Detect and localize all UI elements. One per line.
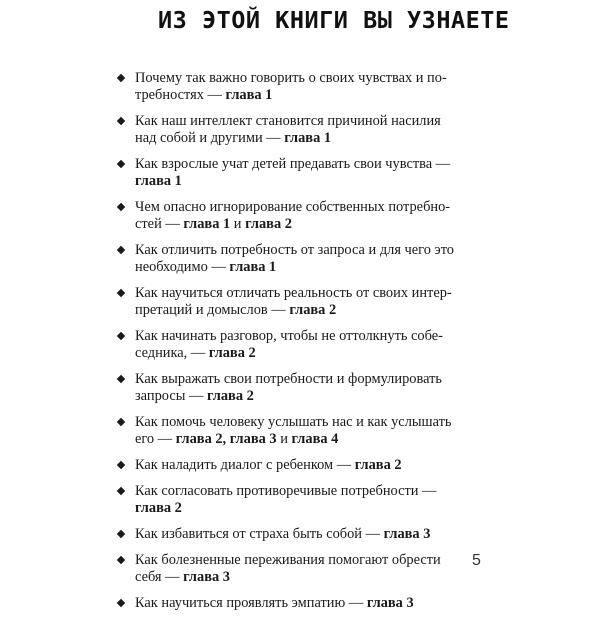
chapter-reference: глава 2: [354, 457, 402, 473]
diamond-bullet-icon: [117, 117, 125, 125]
item-line: [135, 414, 456, 431]
list-item: [116, 285, 456, 319]
diamond-bullet-icon: [117, 160, 125, 168]
item-text: запросы —: [135, 388, 207, 404]
chapter-reference: глава 2: [289, 302, 337, 318]
item-text: претаций и домыслов —: [135, 302, 290, 318]
item-line: [135, 87, 456, 104]
item-text: Как начинать разговор, чтобы не оттолкнуть собе-: [135, 328, 443, 344]
list-item: [116, 156, 456, 190]
diamond-bullet-icon: [117, 418, 125, 426]
item-line: [135, 500, 456, 517]
item-text: себя —: [135, 569, 184, 585]
diamond-bullet-icon: [117, 332, 125, 340]
chapter-reference: глава 2: [206, 388, 254, 404]
diamond-bullet-icon: [117, 203, 125, 211]
item-line: [135, 388, 456, 405]
diamond-bullet-icon: [117, 599, 125, 607]
item-text: необходимо —: [135, 259, 230, 275]
item-line: [135, 242, 456, 259]
page-number: 5: [472, 552, 481, 569]
topic-list: [116, 70, 456, 621]
chapter-reference: глава 3: [366, 595, 414, 611]
diamond-bullet-icon: [117, 289, 125, 297]
item-text: Как научиться проявлять эмпатию —: [135, 595, 367, 611]
item-text: и: [230, 216, 246, 232]
chapter-reference: глава 3: [383, 526, 431, 542]
item-text: Как избавиться от страха быть собой —: [135, 526, 384, 542]
item-line: [135, 70, 456, 87]
item-line: [135, 552, 456, 569]
list-item: [116, 457, 456, 474]
item-text: стей —: [135, 216, 184, 232]
item-text: требностях —: [135, 87, 226, 103]
item-line: [135, 199, 456, 216]
item-text: Как научиться отличать реальность от своих интер-: [135, 285, 452, 301]
chapter-reference: глава 1: [284, 130, 332, 146]
list-item: [116, 526, 456, 543]
item-line: [135, 216, 456, 233]
diamond-bullet-icon: [117, 487, 125, 495]
item-text: и: [276, 431, 292, 447]
chapter-reference: глава 2, глава 3: [175, 431, 277, 447]
item-line: [135, 595, 456, 612]
item-line: [135, 285, 456, 302]
chapter-reference: глава 1: [183, 216, 231, 232]
chapter-reference: глава 3: [183, 569, 230, 585]
chapter-reference: глава 1: [229, 259, 277, 275]
item-line: [135, 156, 456, 173]
chapter-reference: глава 1: [225, 87, 273, 103]
item-text: седника, —: [135, 345, 209, 361]
chapter-reference: глава 2: [245, 216, 292, 232]
page-heading: ИЗ ЭТОЙ КНИГИ ВЫ УЗНАЕТЕ: [158, 6, 510, 34]
list-item: [116, 371, 456, 405]
item-line: [135, 569, 456, 586]
item-line: [135, 328, 456, 345]
item-line: [135, 371, 456, 388]
diamond-bullet-icon: [117, 246, 125, 254]
item-line: [135, 173, 456, 190]
item-line: [135, 345, 456, 362]
item-text: Как помочь человеку услышать нас и как услышать: [135, 414, 452, 430]
item-text: Как выражать свои потребности и формулировать: [135, 371, 442, 387]
item-text: Как взрослые учат детей предавать свои чувства —: [135, 156, 451, 172]
diamond-bullet-icon: [117, 530, 125, 538]
chapter-reference: глава 1: [135, 173, 182, 189]
list-item: [116, 113, 456, 147]
item-text: Как наладить диалог с ребенком —: [135, 457, 355, 473]
item-line: [135, 113, 456, 130]
chapter-reference: глава 4: [291, 431, 339, 447]
item-line: [135, 431, 456, 448]
chapter-reference: глава 2: [135, 500, 182, 516]
list-item: [116, 483, 456, 517]
item-line: [135, 457, 456, 474]
item-text: Как согласовать противоречивые потребности —: [135, 483, 437, 499]
item-text: Чем опасно игнорирование собственных потребно-: [135, 199, 451, 215]
item-line: [135, 483, 456, 500]
item-line: [135, 130, 456, 147]
diamond-bullet-icon: [117, 375, 125, 383]
item-line: [135, 259, 456, 276]
item-text: над собой и другими —: [135, 130, 285, 146]
list-item: [116, 552, 456, 586]
item-line: [135, 526, 456, 543]
item-text: Как болезненные переживания помогают обрести: [135, 552, 441, 568]
list-item: [116, 414, 456, 448]
item-text: Как наш интеллект становится причиной насилия: [135, 113, 441, 129]
list-item: [116, 595, 456, 612]
list-item: [116, 70, 456, 104]
diamond-bullet-icon: [117, 556, 125, 564]
item-line: [135, 302, 456, 319]
item-text: Почему так важно говорить о своих чувствах и по-: [135, 70, 447, 86]
item-text: Как отличить потребность от запроса и для чего это: [135, 242, 454, 258]
diamond-bullet-icon: [117, 74, 125, 82]
chapter-reference: глава 2: [208, 345, 256, 361]
list-item: [116, 328, 456, 362]
item-text: его —: [135, 431, 176, 447]
list-item: [116, 199, 456, 233]
list-item: [116, 242, 456, 276]
diamond-bullet-icon: [117, 461, 125, 469]
